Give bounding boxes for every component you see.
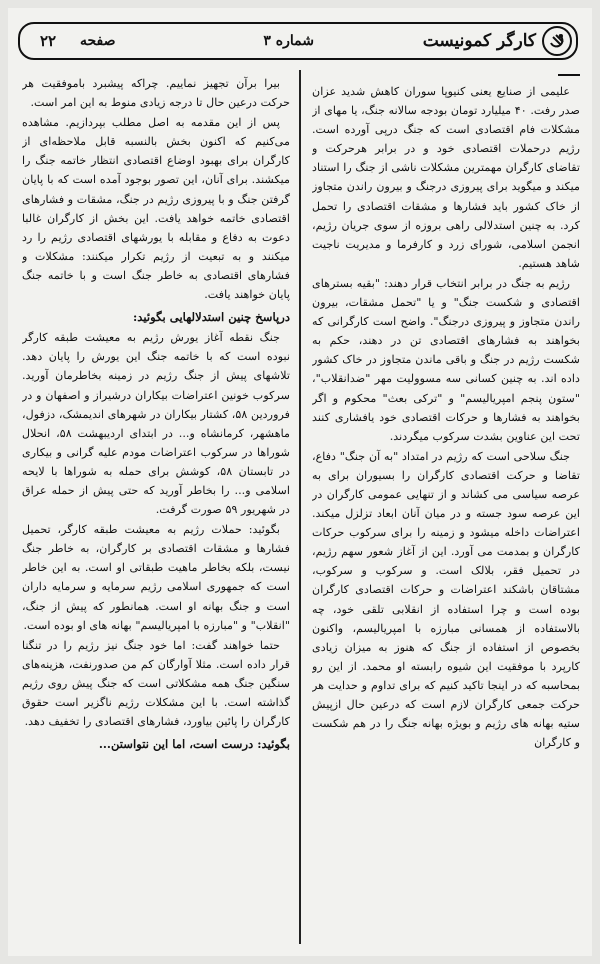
paragraph: پس از این مقدمه به اصل مطلب بپردازیم. مشاهده می‌کنیم که اکنون بخش بالنسبه قابل ملاحظه‌ای از کارگران برای بهبود اوضاع اقتصادی انتظار خاتمه جنگ را میکشند. برای آنان، این تصور بوجود آمده است که با پایان گرفتن جنگ و با پیروزی رژیم در جنگ، مشقات و فشارهای اقتصادی خاتمه خواهد یافت. این بخش از کارگران غالبا دعوت به دفاع و مقابله با یورشهای اقتصادی رژیم را رد میکنند و به تبعیت از رژیم تکرار میکنند: مشکلات و فشارهای اقتصادی به خاطر جنگ است و با خاتمه جنگ پایان خواهند یافت. [22,116,290,302]
paragraph: جنگ نقطه آغاز یورش رژیم به معیشت طبقه کارگر نبوده است که با خاتمه جنگ این یورش را پایان دهد. تلاشهای پیش از جنگ رژیم در زمینه بخاطرمان آورید. سرکوب خونین اعتراضات بیکاران درشیراز و اصفهان و در فروردین ۵۸، کشتار بیکاران در شهرهای اندیمشک، دزفول، ماهشهر، کرمانشاه و... در ابتدای اردیبهشت ۵۸، انحلال شوراها در سرکوب اعتراضات مودم علیه گرانی و بیکاری در تابستان ۵۸، کوشش برای حمله به شوراها با لایحه اسلامی و... را بخاطر آورید که حتی پیش از حمله عراق در شهریور ۵۹ صورت گرفت. [22,331,290,517]
text-column-right [312,74,580,944]
issue-number: شماره ۳ [263,33,314,49]
paragraph: رژیم به جنگ در برابر انتخاب قرار دهند: "بقیه بسترهای اقتصادی و شکست جنگ" و یا "تحمل مشقات، بیرون راندن متجاوز و پیروزی درجنگ". واضح است کارگرانی که بخواهند به فشارهای اقتصادی تن در دهند، حکم به شکست رژیم در جنگ و باقی ماندن متجاوز در خاک کشور داده اند. به چنین کسانی سه مسوولیت مهر "ضدانقلاب"، "ستون پنجم امپریالیسم" و "ترکی بعث" محکوم و اگر بخواهند به فشارها و حرکات اقتصادی خود یافشاری کنند تحت این عناوین بشدت سرکوب میگردند. [312,276,580,443]
masthead-title: کارگر کمونیست [422,31,536,51]
paragraph: حتما خواهند گفت: اما خود جنگ نیز رژیم را در تنگنا قرار داده است. مثلا آوارگان کم من صدورنفت، هزینه‌های سنگین جنگ همه مشکلاتی است که جنگ پیش روی رژیم گذاشته است. با این مشکلات رژیم ناگزیر است حقوق کارگران را پائین بیاورد، فشارهای اقتصادی را تخفیف دهد. [22,638,290,729]
text-column-left [22,74,290,944]
paragraph: بگوئید: حملات رژیم به معیشت طبقه کارگر، تحمیل فشارها و مشقات اقتصادی بر کارگران، به خاطر جنگ نیست، بلکه بخاطر ماهیت طبقاتی او است. به این خاطر است که جمهوری اسلامی رژیم سرمایه و سرمایه داران است و جنگ بهانه او است. همانطور که پیش از جنگ، "انقلاب" و "مبارزه با امپریالیسم" بهانه های او بوده است. [22,523,290,632]
paragraph: بیرا برآن تجهیز نماییم. چراکه پیشبرد باموفقیت هر حرکت درعین حال تا درجه زیادی منوط به این امر است. [22,77,290,110]
paragraph: جنگ سلاحی است که رژیم در امتداد "به آن جنگ" دفاع، تقاضا و حرکت اقتصادی کارگران را بسیوران برای به عرصه سیاسی می کشاند و از تنهایی عمومی کارگران در این عرصه سود جسته و در میان آنان ابعاد تزلزل میکند. اعتراضات داخله میشود و زمینه را برای سرکوب حرکات کارگران و بمدمت می آورد. این از آغاز شعور سهم رژیم، در تحمیل فقر، بلالک است. و سرکوب و سرکوب، مشتاقان باشکند اعتراضات و حرکات اقتصادی کارگران بوده است و چرا استفاده از انقلابی تلقی خود، چه بالاستفاده از همسانی مبارزه با امپریالیسم، واکنون بخصوص از استفاده از جنگ که هنوز به میزان زیادی کارپرد با موفقیت این شیوه رابسته او محمد. از این رو بمحاسبه که در اینجا تاکید کنیم که برای تداوم و حدایت هر حرکت جمعی کارگران لازم است که درعین حال ازپیش ستیه بهانه های رژیم و بویژه بهانه جنگ را در هم شکست و کارگران [312,449,580,750]
paragraph-heading: درپاسخ چنین استدلالهایی بگوئید: [133,310,290,325]
masthead-logo-icon [542,26,572,56]
continuation-mark [558,74,580,76]
page-header [18,22,578,60]
page-label: صفحه [80,33,116,49]
newspaper-page [8,8,592,956]
page-number: ۲۲ [40,32,57,50]
paragraph-heading: بگوئید: درست است، اما این نتواستن... [98,737,290,752]
column-divider [299,70,301,944]
paragraph: علیمی از صنایع یعنی کنیوپا سوران کاهش شدید عزان صدر رفت. ۴۰ میلیارد تومان بودجه سالانه جنگ، یا مهای از مشکلات فام اقتصادی است که جنگ درپی آورده است. رژیم درحملات اقتصادی خود و در برابر هرحرکت و تقاضای کارگران مهمترین مشکلات ناشی از جنگ را استناد میکند و میگوید برای پیروزی درجنگ و بیرون راندن متجاوز از خاک کشور باید فشارها و مشقات اقتصادی را تحمل کرد. به چنین استدلالی راهی بروزه از سوی جریان رژیم، انجمن اسلامی، شورای زرد و کارفرما و مدیریت ناجیت شاهد هستیم. [312,85,580,270]
